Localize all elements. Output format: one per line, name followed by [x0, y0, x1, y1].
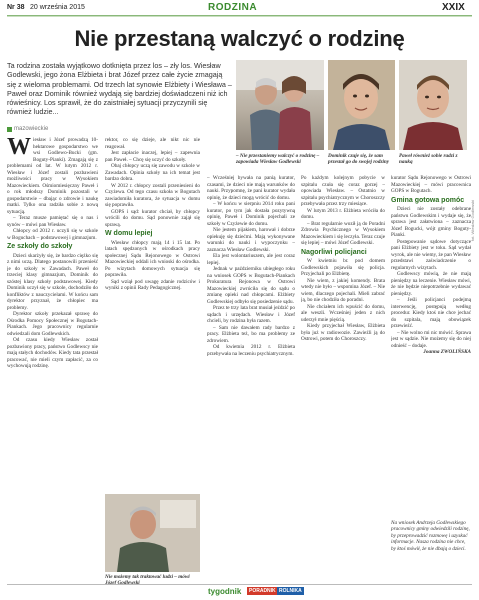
col5-p5: – Jeśli policjanci podejmą interwencję, postępują według procedur. Kiedy ktoś nie chce jechać do szpitala, mają obowiązek przewieźć. — [391, 297, 471, 329]
jozef-photo — [105, 494, 200, 572]
subheading-home: W domu lepiej — [105, 230, 153, 237]
col4-p1: Po każdym kolejnym pobycie w szpitalu czuła się coraz gorzej – opowiada Wiesław. – Ostatnio w szpitalu psychiatrycznym w Choroszczy przebywała przez trzy miesiące. — [301, 175, 385, 207]
caption-jozef: Nie możemy tak traktować ludzi – mówi — [105, 574, 190, 580]
jozef-photo-art — [105, 494, 200, 572]
page-number: XXIX — [442, 2, 465, 13]
caption-couple: – Nie przestaniemy walczyć o rodzinę – zapowiada Wiesław Godlewski — [236, 153, 320, 166]
photo-credit: fot. Wiesław Godlewski — [470, 200, 475, 242]
issue-date: 20 września 2015 — [30, 4, 85, 11]
subheading-police: Nagorliwi policjanci — [301, 248, 367, 256]
col3-p7: – Sam nie dawałem rady bardzo z pracy. Elżbieta też, bo ma problemy ze zdrowiem. — [207, 324, 295, 344]
column-2 — [105, 137, 200, 489]
author-signature: Joanna ZWOLIŃSKA — [423, 349, 471, 355]
col5-p1: kurator Sądu Rejonowego w Ostrowi Mazowieckiej – mówi pracownica GOPS w Bogutach. — [391, 175, 471, 194]
couple-photo — [236, 60, 324, 150]
col5-p2: Dzieci nie zostały odebrane państwu Godlewskim i wydaje się, że sprawa jest załatwiona – zaznacza Józef Bogucki, wójt gminy Boguty-Pianki. — [391, 206, 471, 238]
col1-p3: Chłopcy od 2012 r. uczyli się w szkole w Boguchach – podstawowej i gimnazjum. — [7, 228, 98, 241]
col2-p4: W 2012 r. chłopcy zostali przeniesieni do Czyżewa. Od tego czasu szkoła w Bogutach zawiadomiła kuratora, że sytuacja w domu się poprawiła. — [105, 182, 200, 208]
col4-p6: Nie chciałem ich wpuścić do domu, ale weszli. Wcześniej jeden z nich uderzył mnie pięścią. — [301, 303, 385, 323]
byline-bullet-icon — [7, 127, 12, 132]
col3-p8: Od kwietnia 2012 r. Elżbieta przebywała na leczeniu psychiatrycznym. — [207, 344, 295, 357]
subheading-gmina: Gmina gotowa pomóc — [391, 196, 465, 204]
col3-p2: – W końcu w sierpniu 2014 roku pani kurator, po tym jak dostała pozytywną opinię, Paweł i Dominik pojechali ze szkoły w Czyżewie do domu. — [207, 201, 295, 227]
couple-photo-art — [236, 60, 324, 150]
col5-p4: Godlewscy mówią, że nie mają pieniędzy na leczenie. Wiesław mówi, że nie będzie niepotrzebnie wydawać pieniędzy. — [391, 271, 471, 297]
column-5 — [391, 175, 471, 513]
col3-p5: Jednak w październiku ubiegłego roku na wniosek GOPS w Bogutach-Piankach Prokuratura Rejonowa w Ostrowi Mazowieckiej zwróciła się do sądu o zmianę opieki nad chłopcami. Elżbiety Godlewskiej odbyło się posiedzenie sądu. — [207, 266, 295, 305]
col4-p4: W kwietniu br. pod domem Godlewskich pojawiła się policja. Przyjechali po Elżbietę. — [301, 258, 385, 277]
footer-rule — [7, 584, 472, 585]
col4-p7: Kiedy przyjechał Wiesław, Elżbieta była już w radiowozie. Zawieźli ją do Ostrowi, potem do Choroszczy. — [301, 323, 385, 342]
issue-number: Nr 38 — [7, 4, 25, 11]
col2-p6: Wiesław chłopcy mają 14 i 15 lat. Po latach spędzonych w ośrodkach pracy społecznej Sądu Rejonowego w Ostrowi Mazowieckiej oddali ich wnioski do ośrodka. Po wizytach domowych sytuacja się poprawiła. — [105, 239, 200, 278]
col3-p1: – Wcześniej bywała na panią kurator, czasami, że dzieci nie mają warunków do nauki. Przypomnę, że pani kurator wydała opinię, że dzieci mogą wrócić do domu. — [207, 175, 295, 201]
col3-p4: Ela jest wolontariuszem, ale jest coraz lepiej. — [207, 253, 295, 266]
col1-p4: Dzieci skarżyły się, że bardzo ciężko się z nimi uczą. Dlatego postanowili przenieść je do szkoły w Zawadach. Paweł do trzeciej klasy gimnazjum, Dominik do szóstej klasy szkoły podstawowej. Kiedy Dominik uczył się w szkole, dochodziło do konfliktów z nauczycielami. W końcu sam dyrektor przyznał, że chłopiec ma problemy. — [7, 252, 98, 311]
col2-p7: Sąd wziął pod uwagę zdanie rodziców i wyniki z opinii Rady Pedagogicznej. — [105, 278, 200, 291]
section-label: RODZINA — [208, 2, 258, 13]
col3-p6: Przez te trzy lata brat musiał jeździć po sądach i urzędach. Wiesław i Józef chcieli, by rodzina była razem. — [207, 305, 295, 324]
caption-bottom-right: Na wniosek Andrzeja Godlewskiego pracownicy gminy odwiedzili rodzinę, by przeprowadzić rozmowę i uzyskać informacje. Nasza rodzina nie chce, by ktoś mówił, że nie dbają o dzieci. — [391, 520, 470, 552]
col5-p3: Postępowanie sądowe dotyczące pani Elżbiety jest w toku. Sąd wydał wyrok, ale nie wiemy, że pan Wiesław przedstawi zaświadczenie o regularnych wizytach. — [391, 238, 471, 271]
col1-p1: iesław i Józef prowadzą 10-hektarowe gospodarstwo we wsi Godlewo-Bucki (gm. Boguty-Pianki). Zmagają się z problemami od lat. W lutym 2012 r. Wiesław i Józef zostali pozbawieni możliwości pracy w Wysokiem Mazowieckiem. Ośmiomiesięczny Paweł i o rok młodszy Dominik pozostali w gospodarstwie – dbając o zdrowie i naukę matki. Tylko ona radziła sobie z nową sytuacją. — [7, 137, 98, 215]
dominik-photo — [328, 60, 395, 150]
col2-p1: rektor, co się dzieje, ale nikt nic nie reagował. — [105, 137, 200, 150]
col2-p3: Obaj chłopcy uczą się zawodu w szkole w Zawadach. Opinia szkoły na ich temat jest bardzo dobra. — [105, 163, 200, 182]
article-title: Nie przestaną walczyć o rodzinę — [74, 26, 405, 51]
footer-badge-rolnika: ROLNIKA — [279, 588, 302, 594]
pawel-photo — [399, 60, 467, 150]
col1-p2: – Teraz musze pamiętać się o nas i synów – mówi pan Wiesław. — [7, 215, 98, 228]
pawel-photo-art — [399, 60, 467, 150]
dominik-photo-art — [328, 60, 395, 150]
col4-p2: W lutym 2013 r. Elżbieta wróciła do domu. — [301, 207, 385, 220]
column-1 — [7, 137, 98, 582]
caption-pawel: Paweł również sobie radzi z nauką — [399, 153, 458, 166]
column-3 — [207, 175, 295, 580]
article-lead: Ta rodzina została wyjątkowo dotknięta przez los – zły los. Wiesław Godlewski, jego żona Elżbieta i brat Józef przez całe życie zmagają się z wieloma problemami. Od trzech lat synowie Elżbiety i Wiesława – Paweł oraz Dominik również wydają się bardziej doświadczeni niż ich rówieśnicy. Los sprawił, że do zaistniałej sytuacji przyczynili się również ludzie... — [7, 61, 232, 117]
col2-p5: GOPS i sąd: kurator chciał, by chłopcy wrócili do domu. Sąd ponownie zajął się sprawą. — [105, 208, 200, 228]
col3-p3: Nie jestem pijakiem, harował i dobrze opiekuję się dziećmi. Mają wykonywane warunki do nauki i wypoczynku – zaznacza Wiesław Godlewski. — [207, 227, 295, 253]
col2-p2: Jest zapłacie inaczej, lepiej – zapewnia pan Paweł. – Chcę się uczyć do szkoły. — [105, 150, 200, 163]
column-4 — [301, 175, 385, 580]
header-rule-light — [7, 16, 472, 17]
col4-p5: Nie wiem, z jakiej komendy. Brata wtedy nie było – wspomina Józef. – Nie wiem, dlaczego pojechali. Mieli zabrać ją, bo nie chodziła do poradni. — [301, 277, 385, 303]
byline: mazowieckie — [14, 126, 49, 132]
footer-badge-poradnik: PORADNIK — [249, 588, 276, 594]
col1-p6: Od czasu kiedy Wiesław został pozbawiony pracy, państwo Godlewscy nie mają stałych dochodów. Kiedy tata przestał pracować, nie mieli czym zapłacić, za co wychowują rodzinę. — [7, 337, 98, 369]
footer-brand: tygodnik — [208, 587, 242, 596]
dropcap: W — [7, 137, 31, 160]
subheading-school: Ze szkoły do szkoły — [7, 243, 73, 250]
col1-p5: Dyrektor szkoły przekazał sprawę do Ośrodka Pomocy Społecznej w Bogutach-Piankach. Jego pracownicy regularnie odwiedzali dom Godlewskich. — [7, 311, 98, 337]
col5-p6: – Nie wolno mi nic mówić. Sprawa jest w sądzie. Nie możemy się do niej odnieść – dodaje. — [391, 329, 471, 349]
caption-dominik: Dominik czuje się, że sam przestał go do swojej rodziny — [328, 153, 390, 166]
col4-p3: – Brat regularnie woził ją do Poradni Zdrowia Psychicznego w Wysokiem Mazowieckiem i się leczyła. Teraz czuje się lepiej – mówi Józef Godlewski. — [301, 220, 385, 246]
